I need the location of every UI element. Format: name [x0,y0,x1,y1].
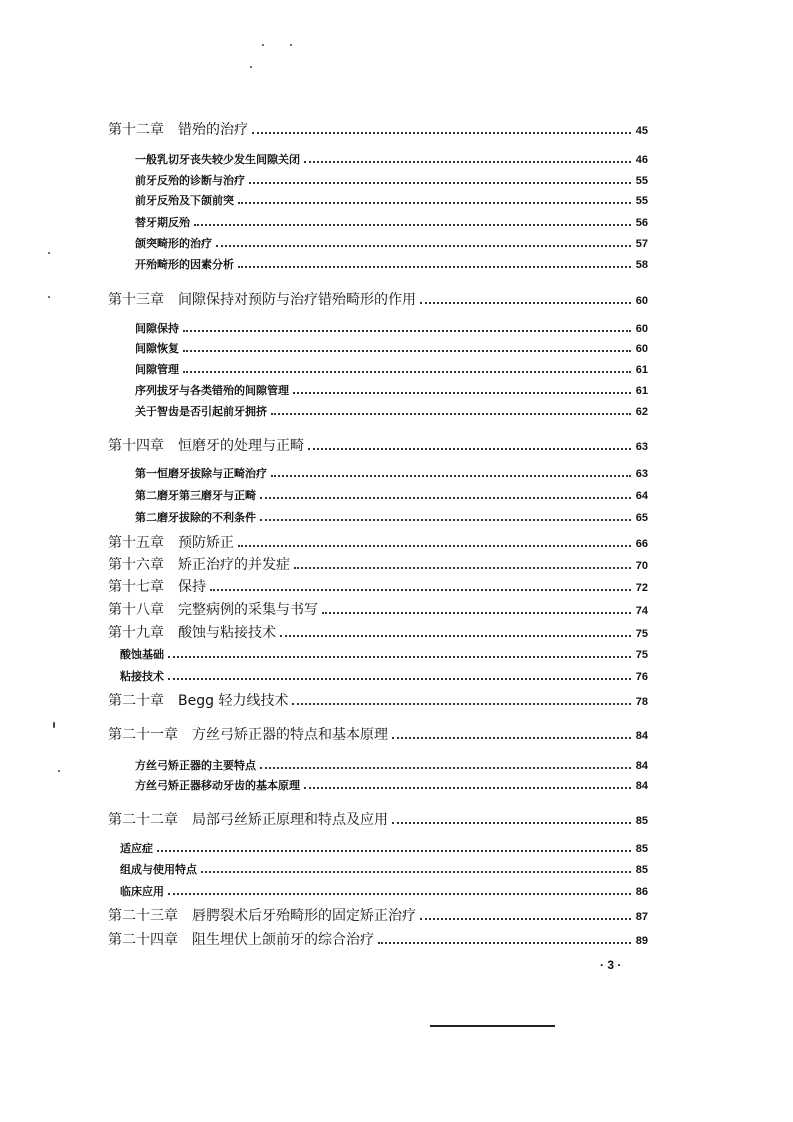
toc-chapter-entry [108,289,648,309]
scan-speck [262,44,264,46]
entry-page-number: 61 [635,364,648,376]
entry-title: 方丝弓矫正器的主要特点 [135,759,256,772]
toc-chapter-entry [108,119,648,139]
chapter-number: 第十九章 [108,625,164,641]
toc-section-entry [120,861,648,877]
entry-page-number: 62 [635,406,648,418]
entry-title: 酸蚀基础 [120,648,164,661]
dot-leader [322,612,631,614]
toc-section-entry [135,361,648,377]
dot-leader [157,850,631,852]
entry-title: 阻生埋伏上颌前牙的综合治疗 [192,932,374,948]
dot-leader [238,545,631,547]
entry-page-number: 85 [635,815,648,827]
entry-page-number: 78 [635,696,648,708]
entry-title: 唇腭裂术后牙殆畸形的固定矫正治疗 [192,908,416,924]
toc-section-entry [120,668,648,684]
toc-section-entry [135,382,648,398]
toc-chapter-entry [108,554,648,574]
toc-section-entry [135,509,648,525]
entry-page-number: 64 [635,490,648,502]
entry-page-number: 75 [635,628,648,640]
entry-title: 方丝弓矫正器移动牙齿的基本原理 [135,779,300,792]
toc-section-entry [135,777,648,793]
entry-page-number: 84 [635,780,648,792]
scan-speck [48,296,50,298]
dot-leader [260,497,631,499]
toc-section-entry [135,214,648,230]
dot-leader [216,245,631,247]
entry-title: 完整病例的采集与书写 [178,602,318,618]
chapter-number: 第二十三章 [108,908,178,924]
entry-title: 粘接技术 [120,670,164,683]
dot-leader [194,224,631,226]
entry-title: 间隙管理 [135,363,179,376]
entry-title: 第二磨牙拔除的不利条件 [135,511,256,524]
entry-page-number: 75 [635,649,648,661]
toc-section-entry [135,340,648,356]
entry-page-number: 60 [635,295,648,307]
scan-speck [58,770,60,772]
entry-page-number: 76 [635,671,648,683]
chapter-number: 第二十二章 [108,812,178,828]
toc-chapter-entry [108,576,648,596]
scan-speck [48,252,50,254]
chapter-number: 第十三章 [108,292,164,308]
entry-page-number: 45 [635,125,648,137]
toc-chapter-entry [108,435,648,455]
toc-chapter-entry [108,905,648,925]
dot-leader [183,350,631,352]
entry-title: 临床应用 [120,885,164,898]
entry-title: 方丝弓矫正器的特点和基本原理 [192,727,388,743]
toc-section-entry [135,320,648,336]
chapter-number: 第十二章 [108,122,164,138]
entry-title: 组成与使用特点 [120,863,197,876]
toc-section-entry [135,487,648,503]
toc-section-entry [135,403,648,419]
page-number: · 3 · [600,958,622,972]
toc-section-entry [135,256,648,272]
entry-title: 第一恒磨牙拔除与正畸治疗 [135,467,267,480]
entry-title: 恒磨牙的处理与正畸 [178,438,304,454]
entry-title: 开殆畸形的因素分析 [135,258,234,271]
toc-chapter-entry [108,599,648,619]
dot-leader [271,413,631,415]
entry-title: 关于智齿是否引起前牙拥挤 [135,405,267,418]
chapter-number: 第二十四章 [108,932,178,948]
entry-title: 适应症 [120,842,153,855]
toc-section-entry [135,192,648,208]
dot-leader [292,703,630,705]
entry-page-number: 65 [635,512,648,524]
chapter-number: 第十七章 [108,579,164,595]
dot-leader [280,635,631,637]
toc-chapter-entry [108,929,648,949]
dot-leader [420,302,631,304]
entry-title: 矫正治疗的并发症 [178,557,290,573]
dot-leader [183,371,631,373]
chapter-number: 第十四章 [108,438,164,454]
divider [430,1025,555,1027]
toc-chapter-entry [108,532,648,552]
entry-title: 替牙期反殆 [135,216,190,229]
entry-title: 一般乳切牙丧失较少发生间隙关闭 [135,153,300,166]
chapter-number: 第十八章 [108,602,164,618]
entry-page-number: 84 [635,760,648,772]
dot-leader [168,678,631,680]
entry-title: 酸蚀与粘接技术 [178,625,276,641]
entry-title: 间隙保持 [135,322,179,335]
entry-page-number: 58 [635,259,648,271]
toc-chapter-entry [108,690,648,710]
entry-page-number: 57 [635,238,648,250]
dot-leader [304,787,631,789]
dot-leader [293,392,631,394]
entry-page-number: 60 [635,343,648,355]
toc-chapter-entry [108,622,648,642]
dot-leader [252,132,631,134]
entry-page-number: 86 [635,886,648,898]
entry-page-number: 70 [635,560,648,572]
entry-title: 序列拔牙与各类错殆的间隙管理 [135,384,289,397]
dot-leader [183,330,631,332]
entry-page-number: 85 [635,864,648,876]
entry-title: 保持 [178,579,206,595]
toc-section-entry [120,646,648,662]
chapter-number: 第十六章 [108,557,164,573]
dot-leader [260,519,631,521]
entry-title: 局部弓丝矫正原理和特点及应用 [192,812,388,828]
dot-leader [294,567,631,569]
dot-leader [249,182,631,184]
entry-page-number: 63 [635,468,648,480]
entry-page-number: 60 [635,323,648,335]
toc-section-entry [135,757,648,773]
scan-speck [250,66,252,68]
entry-title: 预防矫正 [178,535,234,551]
dot-leader [168,893,631,895]
toc-chapter-entry [108,724,648,744]
entry-page-number: 61 [635,385,648,397]
entry-page-number: 55 [635,175,648,187]
dot-leader [260,767,631,769]
entry-page-number: 89 [635,935,648,947]
entry-title: 前牙反殆及下颌前突 [135,194,234,207]
toc-section-entry [135,172,648,188]
entry-page-number: 85 [635,843,648,855]
toc-chapter-entry [108,809,648,829]
dot-leader [392,737,631,739]
entry-title: 间隙保持对预防与治疗错殆畸形的作用 [178,292,416,308]
entry-title: 颌突畸形的治疗 [135,237,212,250]
toc-section-entry [135,465,648,481]
entry-page-number: 66 [635,538,648,550]
toc-section-entry [120,840,648,856]
entry-title: 第二磨牙第三磨牙与正畸 [135,489,256,502]
entry-title: 间隙恢复 [135,342,179,355]
entry-page-number: 63 [635,441,648,453]
chapter-number: 第二十一章 [108,727,178,743]
entry-page-number: 55 [635,195,648,207]
entry-page-number: 56 [635,217,648,229]
entry-page-number: 46 [635,154,648,166]
dot-leader [378,942,631,944]
scan-speck [290,44,292,46]
toc-section-entry [135,151,648,167]
dot-leader [201,871,631,873]
dot-leader [420,918,631,920]
chapter-number: 第二十章 [108,693,164,709]
dot-leader [304,161,631,163]
dot-leader [210,589,631,591]
entry-title: 错殆的治疗 [178,122,248,138]
entry-page-number: 87 [635,911,648,923]
dot-leader [308,448,631,450]
toc-section-entry [120,883,648,899]
chapter-number: 第十五章 [108,535,164,551]
scan-speck [53,722,55,728]
entry-page-number: 74 [635,605,648,617]
toc-section-entry [135,235,648,251]
entry-page-number: 84 [635,730,648,742]
entry-page-number: 72 [635,582,648,594]
dot-leader [392,822,631,824]
entry-title: 前牙反殆的诊断与治疗 [135,174,245,187]
dot-leader [271,475,631,477]
dot-leader [168,656,631,658]
entry-title: Begg 轻力线技术 [178,693,289,709]
dot-leader [238,202,631,204]
dot-leader [238,266,631,268]
